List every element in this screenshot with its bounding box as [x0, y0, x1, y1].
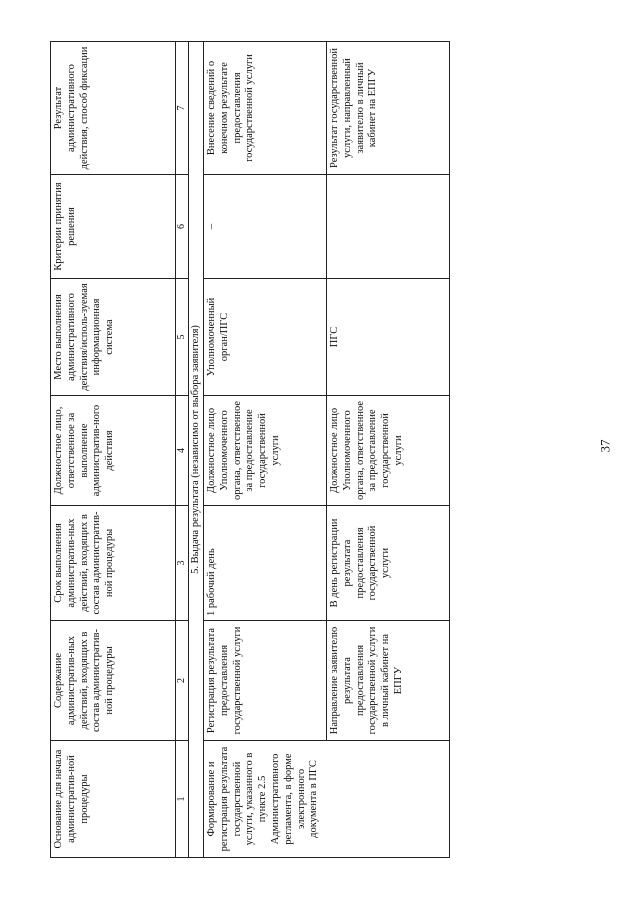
table-cell: – — [204, 175, 327, 279]
column-number: 3 — [176, 506, 189, 621]
table-cell: Результат государственной услуги, направленный заявителю в личный кабинет на ЕПГУ — [327, 42, 450, 175]
table-cell: 1 рабочий день — [204, 506, 327, 621]
rotated-table-container — [50, 42, 444, 858]
basis-cell: Формирование и регистрация результата государственной услуги, указанного в пункте 2.5 Административного регламента, в форме электронного документа в ПГС — [204, 741, 450, 858]
column-number: 7 — [176, 42, 189, 175]
table-cell — [327, 175, 450, 279]
table-cell: Должностное лицо Уполномоченного органа, ответственное за предоставление государственной услуги — [204, 396, 327, 506]
column-number: 2 — [176, 621, 189, 741]
section-title: 5. Выдача результата (независимо от выбора заявителя) — [189, 42, 204, 858]
column-number: 5 — [176, 279, 189, 396]
table-cell: Направление заявителю результата предоставления государственной услуги в личный кабинет на ЕПГУ — [327, 621, 450, 741]
section-row — [189, 42, 204, 858]
column-number-row — [176, 42, 189, 858]
procedure-table — [50, 41, 450, 858]
page-number: 37 — [597, 439, 613, 453]
column-number: 6 — [176, 175, 189, 279]
header-cell: Место выполнения административного действия/исполь-зуемая информационная система — [51, 279, 176, 396]
table-cell: В день регистрации результата предоставления государственной услуги — [327, 506, 450, 621]
header-cell: Срок выполнения административ-ных действий, входящих в состав административ-ной процедуры — [51, 506, 176, 621]
header-cell: Критерии принятия решения — [51, 175, 176, 279]
header-cell: Должностное лицо, ответственное за выполнение административ-ного действия — [51, 396, 176, 506]
table-cell: Регистрация результата предоставления государственной услуги — [204, 621, 327, 741]
table-cell: Внесение сведений о конечном результате предоставления государственной услуги — [204, 42, 327, 175]
column-number: 4 — [176, 396, 189, 506]
header-cell: Основание для начала административ-ной процедуры — [51, 741, 176, 858]
table-header-row — [51, 42, 176, 858]
header-cell: Результат административного действия, способ фиксации — [51, 42, 176, 175]
table-cell: ПГС — [327, 279, 450, 396]
header-cell: Содержание административ-ных действий, входящих в состав административ-ной процедуры — [51, 621, 176, 741]
table-row — [327, 42, 450, 858]
table-row — [204, 42, 327, 858]
column-number: 1 — [176, 741, 189, 858]
table-cell: Должностное лицо Уполномоченного органа, ответственное за предоставление государственной услуги — [327, 396, 450, 506]
table-cell: Уполномоченный орган/ПГС — [204, 279, 327, 396]
